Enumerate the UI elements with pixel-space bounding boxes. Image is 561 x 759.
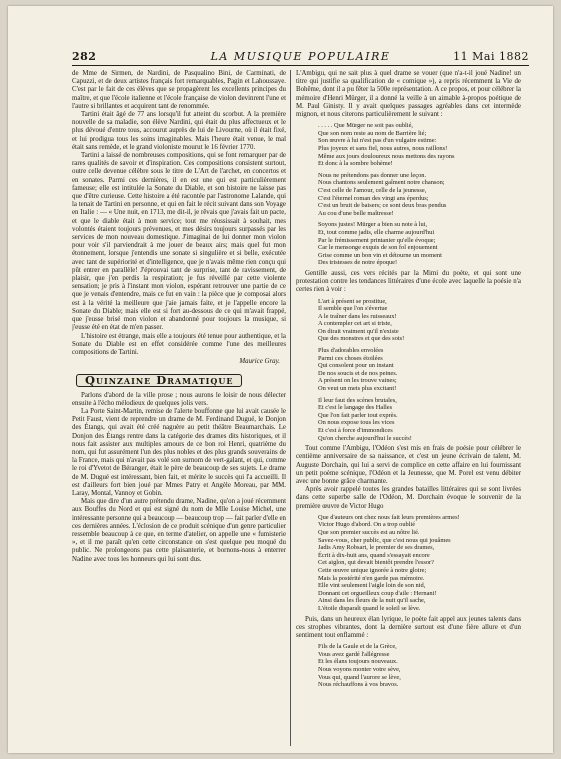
verse-line: Que l'on fait parler tout exprès. [318,411,398,419]
verse-line: Nous réchauffons à vos bravos. [318,681,399,689]
column-divider [290,70,291,746]
verse-line: Nous voyons monter votre sève, [318,665,401,673]
verse-line: Que son premier succès est au nôtre lié. [318,529,420,537]
poem-hugo [318,514,521,613]
verse-line: C'est celle de l'amour, celle de la jeunesse, [318,186,427,194]
verse-line: Mais la postérité n'en garde pas mémoire. [318,574,425,582]
verse-line: Victor Hugo d'abord. On a trop oublié [318,521,416,529]
verse-line: On dirait vraiment qu'il n'existe [318,327,399,335]
verse-line: Fils de la Gaule et de la Grèce, [318,643,397,651]
quinzaine-article [72,392,286,564]
article-paragraph: La Porte Saint-Martin, remise de l'alerte bouffonne que lui avait causée le Petit Faust, vient de reprendre un drame de M. Ferdinand Dugué, le Donjon des Étangs, qui avait été créé naguère au petit théâtre Beaumarchais. Le Donjon des Étangs rentre dans la catégorie des drames dits historiques, et il nous fait assister aux multiples amours de ce bon roi Henri, quatrième du nom, qui fut assurément l'un des plus nobles et des plus grands souverains de la France, mais qui n'avait pas volé son surnom de vert-galant, et qui, comme le roi d'Yvetot de Béranger, était le père de beaucoup de ses sujets. Le drame de M. Dugué est intéressant, bien fait, et mérite le succès qui l'a accueilli. Il est d'ailleurs fort bien joué par Mmes Patry et Angèle Moreau, par MM. Laray, Montal, Vannoy et Gobin. [72,407,286,497]
verse-line: Que des monstres et que des sots! [318,335,405,343]
verse-line: Qui consolent pour un instant [318,362,394,370]
verse-line: Qu'on cherche aujourd'hui le succès! [318,434,412,442]
verse-line: C'est un bruit de baisers; ce sont deux bras pendus [318,202,447,210]
verse-line: Et, tout comme jadis, elle charme aujourd'hui [318,228,435,236]
verse-line: Parmi ces choses étoilées [318,354,383,362]
poem-youth [318,643,521,689]
verse-line: A présent on les trouve vaines; [318,377,397,385]
verse-line: . . . . . Que Mürger ne soit pas oublié, [318,122,414,130]
verse-line: L'étoile disparaît quand le soleil se lève. [318,604,421,612]
poem-mimi [318,298,521,443]
verse-line: On nous expose tous les vices [318,419,395,427]
verse-line: L'art à présent se prostitue, [318,297,387,305]
verse-line: Son œuvre à lui n'est pas d'un vulgaire estime: [318,137,437,145]
verse-line: Même aux jours douloureux nous mettons des rayons [318,152,455,160]
verse-line: Et c'est le langage des Halles [318,404,393,412]
page-number: 282 [72,50,97,63]
verse-line: Vous qui, quand l'aurore se lève, [318,673,401,681]
verse-line: Cet aiglon, qui devait bientôt prendre l'essor? [318,559,434,567]
verse-line: Jadis Amy Robsart, le premier de ses drames, [318,544,435,552]
header-rule [72,65,529,66]
verse-line: C'est l'éternel roman des vingt ans éperdus; [318,194,429,202]
article-paragraph: Parlons d'abord de la ville prose ; nous aurons le loisir de nous délecter ensuite à l'écho mélodieux de quelques jolis vers. [72,391,286,407]
verse-line: Nous ne prétendons pas donner une leçon. [318,171,427,179]
verse-line: Vous avez gardé l'allégresse [318,650,390,658]
verse-line: Il leur faut des scènes brutales, [318,396,397,404]
left-column [72,70,286,750]
running-header [72,50,529,64]
verse-line: Nous chantons seulement gaîment notre chanson; [318,179,445,187]
verse-line: Plus joyeux et sans fiel, nous autres, nous raillons! [318,145,448,152]
odeon-paragraph: Tout comme l'Ambigu, l'Odéon s'est mis en frais de poésie pour célébrer le centième anniversaire de sa naissance, et c'est un jeune écrivain de talent, M. Auguste Dorchain, qui lui a servi de complice en cette affaire en lui fournissant un petit poème scénique, l'Odéon et la Jeunesse, que M. Porel est venu débiter avec une bonne grâce charmante. [296,445,521,486]
verse-line: Écrit à dix-huit ans, quand s'essayait encore [318,551,430,559]
article-signature: Maurice Gray. [239,358,280,366]
verse-line: Donnant cet orgueilleux coup d'aile : Hernani! [318,589,437,597]
article-paragraph: Tartini était âgé de 77 ans lorsqu'il fut atteint du scorbut. A la première nouvelle de sa maladie, son élève Nardini, qui était du plus affectueux et le plus dévoué d'entre tous, accourut auprès de lui de Livourne, où il était fixé, et lui prodigua tous les soins imaginables. Mais l'heure était venue, le mal était sans remède, et le grand violoniste mourut le 16 février 1770. [72,111,286,151]
verse-line: Grise comme un bon vin et détourne un moment [318,251,442,259]
verse-line: Que son nom reste au nom de Barrière lié; [318,129,427,137]
verse-line: Et donc à la sombre bohème! [318,160,393,168]
verse-line: Que d'auteurs ont chez nous fait leurs premières armes! [318,513,460,521]
middle-paragraph: Gentille aussi, ces vers récités par la Mimi du poète, et qui sont une protestation contre les tendances littéraires d'une école avec laquelle la poésie n'a certes rien à voir : [296,269,521,294]
verse-line: Et les élans toujours nouveaux. [318,658,398,666]
verse-line: Car le mensonge exquis de son fol enjouement [318,244,438,252]
youth-paragraph: Puis, dans un heureux élan lyrique, le poète fait appel aux jeunes talents dans ces strophes vibrantes, dont la dernière surtout est d'une fière allure et d'un sentiment tout enflammé : [296,615,521,639]
article-paragraph: Tartini a laissé de nombreuses compositions, qui se font remarquer par de rares qualités de savoir et d'inspiration. Ces compositions consistent surtout, outre celle devenue célèbre sous le titre de L'Art de l'archet, en concertos et en sonates. Parmi ces dernières, il en est une qui est particulièrement fameuse; elle est intitulée la Sonate du Diable, et son histoire ne laisse pas que d'être curieuse. Cette histoire a été racontée par l'astronome Lalande, qui la tenait de Tartini en personne, et qui en fait le récit suivant dans son Voyage en Italie : — « Une nuit, en 1713, me dit-il, je rêvais que j'avais fait un pacte, et que le diable était à mon service; tout me réussissait à souhait, mes volontés étaient toujours prévenues, et mes désirs toujours surpassés par les services de mon nouveau domestique. J'imaginai de lui donner mon violon pour voir s'il parviendrait à me jouer de beaux airs; mais quel fut mon étonnement, lorsque j'entendis une sonate si singulière et si belle, exécutée avec tant de supériorité et d'intelligence, que je n'avais même rien conçu qui pût entrer en parallèle! J'éprouvai tant de surprise, tant de ravissement, de plaisir, que j'en perdis la respiration; je fus réveillé par cette violente sensation; je pris à l'instant mon violon, espérant retrouver une partie de ce que je venais d'entendre, mais ce fut en vain : la pièce que je composai alors est à la vérité la meilleure que j'aie jamais faite, et je l'appelle encore la Sonate du Diable; mais elle est si fort au-dessous de ce qui m'avait frappé, que j'eusse brisé mon violon et abandonné pour toujours la musique, si j'eusse été en état de m'en passer. [72,152,286,332]
publication-title: LA MUSIQUE POPULAIRE [210,50,391,63]
newspaper-page [8,6,553,753]
verse-line: Elle vint seulement l'aigle loin de son nid, [318,582,426,590]
verse-line: Des tristesses de notre époque! [318,259,398,267]
right-column [296,70,521,750]
section-title: Quinzaine Dramatique [76,374,242,386]
article-paragraph: Mais que dire d'un autre prétendu drame, Nadine, qu'on a joué récemment aux Bouffes du Nord et qui est signé du nom de Mlle Louise Michel, une intéressante personne qui a beaucoup — beaucoup trop — fait parler d'elle en ces dernières années. L'éclosion de ce produit scénique d'un genre particulier ressemble beaucoup à ce que, en terme d'atelier, on appelle une « fumisterie », et il me paraît qu'en cette circonstance on s'est quelque peu moqué du public. Ne prolongeons pas cette plaisanterie, et bornons-nous à enterrer Nadine avec tous les honneurs qui lui sont dus. [72,498,286,563]
verse-line: A contempler cet art si triste, [318,320,392,328]
article-paragraph: de Mme de Sirmen, de Nardini, de Pasqualino Bini, de Carminati, de Capuzzi, et de deux artistes français fort remarquables, Pagin et Lahoussaye. C'est par le fait de ces élèves que se propagèrent les excellents principes du maître, et que l'école italienne et l'école française de violon devinrent l'une et l'autre si brillantes et acquirent tant de renommée. [72,70,286,110]
verse-line: Ainsi dans les fleurs de la nuit qu'il sache, [318,597,426,605]
poem-boheme [318,122,521,267]
verse-line: On veut un mets plus excitant! [318,385,397,393]
verse-line: De nos soucis et de nos peines. [318,369,398,377]
verse-line: Cette œuvre unique ignorée à notre gloire; [318,566,427,574]
hugo-paragraph: Après avoir rappelé toutes les grandes batailles littéraires qui se sont livrées dans cette superbe salle de l'Odéon, M. Dorchain évoque le souvenir de la première œuvre de Victor Hugo [296,486,521,510]
verse-line: Par le frémissement printanier qu'elle évoque; [318,236,436,244]
verse-line: Soyons justes! Mürger a bien su note à lui, [318,221,428,229]
issue-date: 11 Mai 1882 [453,50,529,63]
verse-line: Il semble que l'on s'évertue [318,305,388,313]
verse-line: Et c'est à force d'immondices [318,427,393,435]
tartini-article [72,70,286,357]
verse-line: Au cou d'une belle maîtresse! [318,209,394,217]
article-paragraph: L'histoire est étrange, mais elle a toujours été tenue pour authentique, et la Sonate du Diable est en effet considérée comme l'une des meilleures compositions de Tartini. [72,332,286,356]
verse-line: Plus d'adorables envolées [318,347,384,355]
intro-paragraph: L'Ambigu, qui ne sait plus à quel drame se vouer (que n'a-t-il joué Nadine! un titre qui justifie sa qualification de « comique »), a repris récemment la Vie de Bohême, dont il a pu fêter la 500e représentation. A ce propos, et pour célébrer la mémoire d'Henri Mürger, il a donné la veille à un aimable à-propos poétique de M. Paul Ginisty. Il y avait quelques passages agréables dans cet intermède mignon, et nous citerons particulièrement le suivant : [296,70,521,119]
verse-line: Savez-vous, cher public, que c'est nous qui jouâmes [318,536,451,544]
verse-line: A le traîner dans les ruisseaux! [318,312,397,320]
